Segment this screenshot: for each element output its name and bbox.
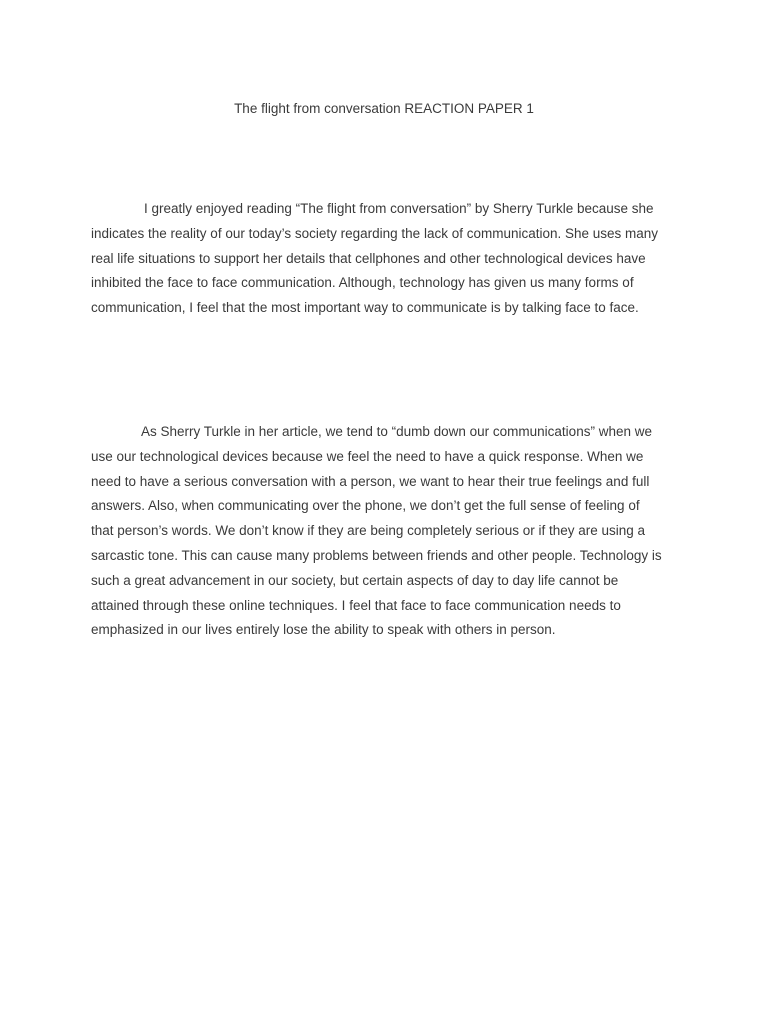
paragraph-1: [91, 197, 681, 321]
paragraph-line: such a great advancement in our society, but certain aspects of day to day life cannot be: [91, 572, 619, 588]
paragraph-line: communication, I feel that the most important way to communicate is by talking face to face.: [91, 300, 639, 316]
paragraph-2: [91, 420, 681, 643]
document-title: The flight from conversation REACTION PAPER 1: [234, 101, 534, 116]
paragraph-line: sarcastic tone. This can cause many problems between friends and other people. Technology is: [91, 547, 662, 563]
paragraph-line: emphasized in our lives entirely lose the ability to speak with others in person.: [91, 622, 556, 638]
paragraph-line: use our technological devices because we feel the need to have a quick response. When we: [91, 448, 644, 464]
paragraph-line: answers. Also, when communicating over the phone, we don’t get the full sense of feeling of: [91, 498, 640, 514]
paragraph-line: need to have a serious conversation with a person, we want to hear their true feelings and full: [91, 473, 650, 489]
paragraph-line: attained through these online techniques. I feel that face to face communication needs to: [91, 597, 621, 613]
paragraph-line: inhibited the face to face communication. Although, technology has given us many forms of: [91, 275, 634, 291]
paragraph-line: real life situations to support her details that cellphones and other technological devices have: [91, 250, 646, 266]
paragraph-line: I greatly enjoyed reading “The flight from conversation” by Sherry Turkle because she: [144, 201, 654, 216]
paragraph-line: As Sherry Turkle in her article, we tend to “dumb down our communications” when we: [141, 424, 652, 439]
paragraph-line: that person’s words. We don’t know if they are being completely serious or if they are using a: [91, 523, 646, 539]
paragraph-line: indicates the reality of our today’s society regarding the lack of communication. She uses many: [91, 225, 659, 241]
